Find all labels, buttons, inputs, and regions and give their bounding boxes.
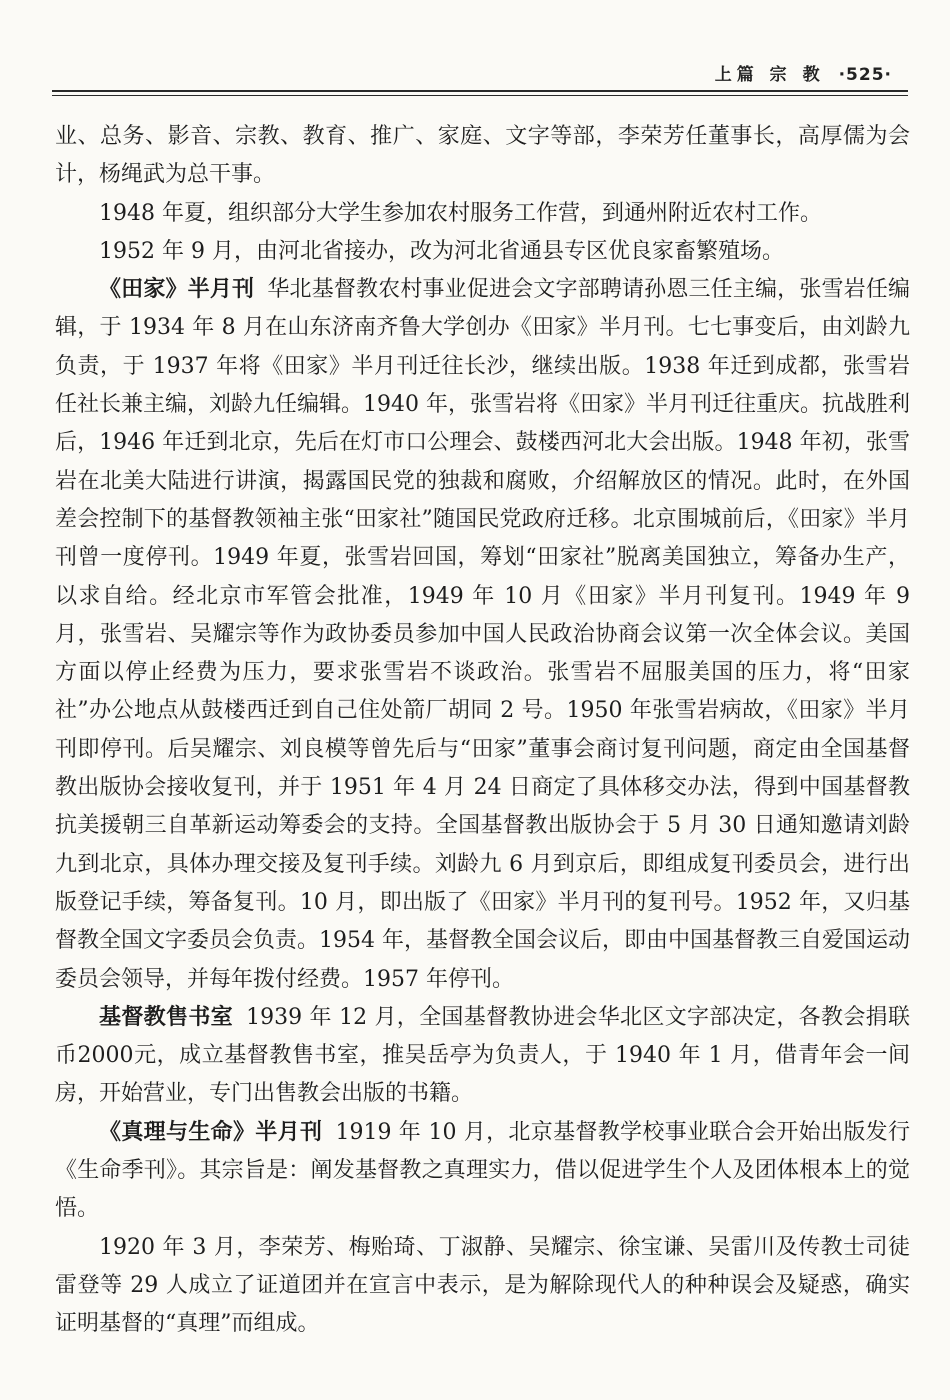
entry-title: 《真理与生命》半月刊 bbox=[99, 1119, 323, 1145]
entry-title: 基督教售书室 bbox=[99, 1004, 233, 1030]
entry-title: 《田家》半月刊 bbox=[99, 277, 255, 303]
running-header bbox=[52, 56, 908, 92]
paragraph bbox=[55, 233, 910, 271]
entry-paragraph-tianjia bbox=[55, 271, 910, 999]
paragraph-text: 华北基督教农村事业促进会文字部聘请孙恩三任主编，张雪岩任编辑，于 1934 年 8 月在山东济南齐鲁大学创办《田家》半月刊。七七事变后，由刘龄九负责，于 1937 年将《田家》半月刊迁往长沙，继续出版。1938 年迁到成都，张雪岩任社长兼主编，刘龄九任编辑。1940 年，张雪岩将《田家》半月刊迁往重庆。抗战胜利后，1946 年迁到北京，先后在灯市口公理会、鼓楼西河北大会出版。1948 年初，张雪岩在北美大陆进行讲演，揭露国民党的独裁和腐败，介绍解放区的情况。此时，在外国差会控制下的基督教领袖主张“田家社”随国民党政府迁移。北京围城前后，《田家》半月刊曾一度停刊。1949 年夏，张雪岩回国，筹划“田家社”脱离美国独立，筹备办生产，以求自给。经北京市军管会批准，1949 年 10 月《田家》半月刊复刊。1949 年 9 月，张雪岩、吴耀宗等作为政协委员参加中国人民政治协商会议第一次全体会议。美国方面以停止经费为压力，要求张雪岩不谈政治。张雪岩不屈服美国的压力，将“田家社”办公地点从鼓楼西迁到自己住处箭厂胡同 2 号。1950 年张雪岩病故，《田家》半月刊即停刊。后吴耀宗、刘良模等曾先后与“田家”董事会商讨复刊问题，商定由全国基督教出版协会接收复刊，并于 1951 年 4 月 24 日商定了具体移交办法，得到中国基督教抗美援朝三自革新运动筹委会的支持。全国基督教出版协会于 5 月 30 日通知邀请刘龄九到北京，具体办理交接及复刊手续。刘龄九 6 月到京后，即组成复刊委员会，进行出版登记手续，筹备复刊。10 月，即出版了《田家》半月刊的复刊号。1952 年，又归基督教全国文字委员会负责。1954 年，基督教全国会议后，即由中国基督教三自爱国运动委员会领导，并每年拨付经费。1957 年停刊。 bbox=[55, 277, 910, 992]
header-rule-thin bbox=[52, 95, 908, 96]
page-body bbox=[55, 118, 910, 1344]
page-number: ·525· bbox=[838, 65, 892, 85]
paragraph bbox=[55, 195, 910, 233]
paragraph-text: 1952 年 9 月，由河北省接办，改为河北省通县专区优良家畜繁殖场。 bbox=[99, 238, 784, 264]
paragraph bbox=[55, 1229, 910, 1344]
paragraph-text: 1939 年 12 月，全国基督教协进会华北区文字部决定，各教会捐联币2000元，成立基督教售书室，推吴岳亭为负责人，于 1940 年 1 月，借青年会一间房，开始营业，专门出售教会出版的书籍。 bbox=[55, 1004, 910, 1107]
header-section-title: 上篇 宗 教 bbox=[714, 65, 825, 85]
paragraph-text: 1920 年 3 月，李荣芳、梅贻琦、丁淑静、吴耀宗、徐宝谦、吴雷川及传教士司徒雷登等 29 人成立了证道团并在宣言中表示，是为解除现代人的种种误会及疑惑，确实证明基督的“真理”而组成。 bbox=[55, 1234, 910, 1337]
paragraph-continued bbox=[55, 118, 910, 195]
paragraph-text: 1919 年 10 月，北京基督教学校事业联合会开始出版发行《生命季刊》。其宗旨是：阐发基督教之真理实力，借以促进学生个人及团体根本上的觉悟。 bbox=[55, 1119, 910, 1222]
paragraph-text: 1948 年夏，组织部分大学生参加农村服务工作营，到通州附近农村工作。 bbox=[99, 200, 822, 226]
entry-paragraph-truth-and-life bbox=[55, 1114, 910, 1229]
header-rule-thick bbox=[52, 90, 908, 92]
entry-paragraph-bookstore bbox=[55, 999, 910, 1114]
paragraph-text: 业、总务、影音、宗教、教育、推广、家庭、文字等部，李荣芳任董事长，高厚儒为会计，杨绳武为总干事。 bbox=[55, 124, 910, 188]
header-text bbox=[715, 60, 892, 85]
